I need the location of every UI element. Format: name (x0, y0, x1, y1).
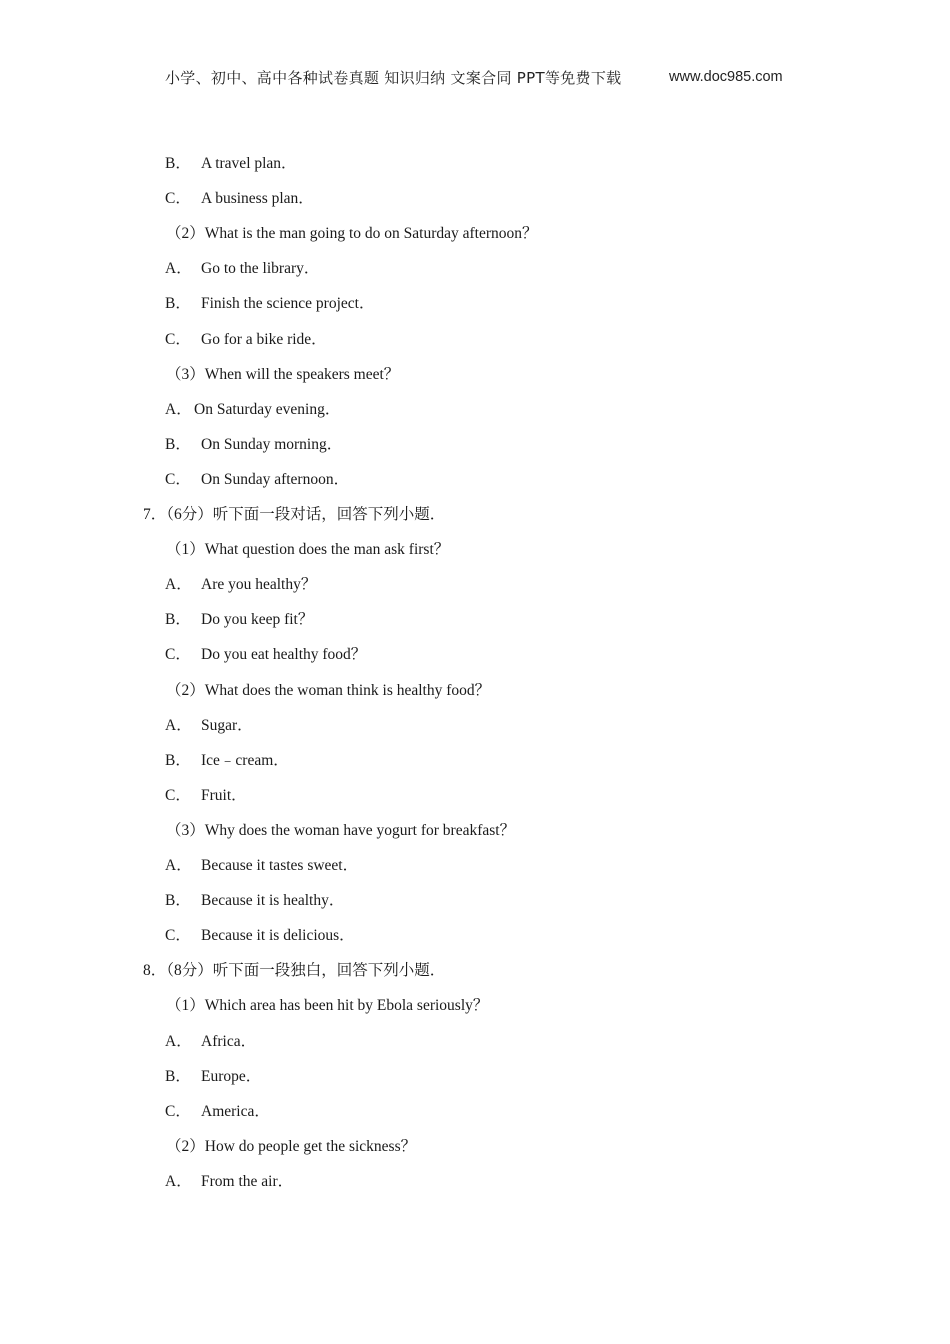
option-text: Go for a bike ride． (201, 331, 327, 348)
option-letter: A． (165, 260, 192, 277)
option-letter: C． (165, 190, 191, 207)
option-letter: C． (165, 1103, 191, 1120)
question-heading: 7．（6分）听下面一段对话，回答下列小题． (143, 506, 446, 523)
header-url: www.doc985.com (669, 69, 783, 85)
answer-option (165, 716, 253, 736)
option-text: Do you keep fit？ (201, 611, 314, 628)
sub-question: （2）How do people get the sickness？ (166, 1138, 417, 1155)
sub-question: （3）When will the speakers meet？ (166, 366, 400, 383)
option-letter: C． (165, 331, 191, 348)
answer-option (165, 926, 355, 946)
option-letter: A． (165, 401, 192, 418)
option-letter: B． (165, 155, 191, 172)
option-letter: B． (165, 1068, 191, 1085)
answer-option (165, 856, 358, 876)
answer-option (165, 189, 314, 209)
option-text: America． (201, 1103, 270, 1120)
option-letter: B． (165, 892, 191, 909)
answer-option (165, 1172, 293, 1192)
answer-option (165, 645, 366, 665)
option-text: On Sunday morning． (201, 436, 343, 453)
option-text: On Sunday afternoon． (201, 471, 350, 488)
sub-question: （3）Why does the woman have yogurt for breakfast？ (166, 822, 516, 839)
option-text: Fruit． (201, 787, 247, 804)
answer-option (165, 435, 342, 455)
option-text: On Saturday evening． (194, 401, 341, 418)
sub-question: （1）What question does the man ask first？ (166, 541, 450, 558)
answer-option (165, 1102, 270, 1122)
option-text: Europe． (201, 1068, 262, 1085)
option-letter: B． (165, 295, 191, 312)
option-letter: C． (165, 471, 191, 488)
option-text: A business plan． (201, 190, 314, 207)
option-letter: B． (165, 611, 191, 628)
option-letter: A． (165, 576, 192, 593)
option-text: Go to the library． (201, 260, 320, 277)
answer-option (165, 294, 374, 314)
sub-question: （2）What is the man going to do on Saturday afternoon？ (166, 225, 538, 242)
sub-question: （2）What does the woman think is healthy food？ (166, 682, 491, 699)
answer-option (165, 1067, 261, 1087)
answer-option (165, 575, 316, 595)
option-letter: B． (165, 436, 191, 453)
answer-option (165, 786, 247, 806)
question-heading: 8．（8分）听下面一段独白，回答下列小题． (143, 962, 446, 979)
answer-option (165, 610, 313, 630)
option-letter: A． (165, 717, 192, 734)
answer-option (165, 751, 289, 771)
option-letter: B． (165, 752, 191, 769)
answer-option (165, 400, 340, 420)
option-text: From the air． (201, 1173, 294, 1190)
answer-option (165, 259, 319, 279)
option-letter: A． (165, 857, 192, 874)
option-text: Are you healthy？ (201, 576, 317, 593)
answer-option (165, 1032, 256, 1052)
option-text: Ice﹣cream． (201, 752, 289, 769)
answer-option (165, 891, 344, 911)
option-letter: A． (165, 1033, 192, 1050)
answer-option (165, 470, 349, 490)
option-letter: C． (165, 927, 191, 944)
page-header (0, 67, 950, 91)
header-banner-text: 小学、初中、高中各种试卷真题 知识归纳 文案合同 PPT等免费下载 (165, 69, 622, 87)
option-text: Because it is healthy． (201, 892, 345, 909)
option-letter: C． (165, 646, 191, 663)
option-text: Because it is delicious． (201, 927, 355, 944)
answer-option (165, 330, 327, 350)
sub-question: （1）Which area has been hit by Ebola seriously？ (166, 997, 489, 1014)
option-letter: A． (165, 1173, 192, 1190)
option-text: Sugar． (201, 717, 253, 734)
option-letter: C． (165, 787, 191, 804)
option-text: Finish the science project． (201, 295, 375, 312)
option-text: Because it tastes sweet． (201, 857, 359, 874)
option-text: Do you eat healthy food？ (201, 646, 367, 663)
answer-option (165, 154, 297, 174)
option-text: Africa． (201, 1033, 257, 1050)
option-text: A travel plan． (201, 155, 297, 172)
